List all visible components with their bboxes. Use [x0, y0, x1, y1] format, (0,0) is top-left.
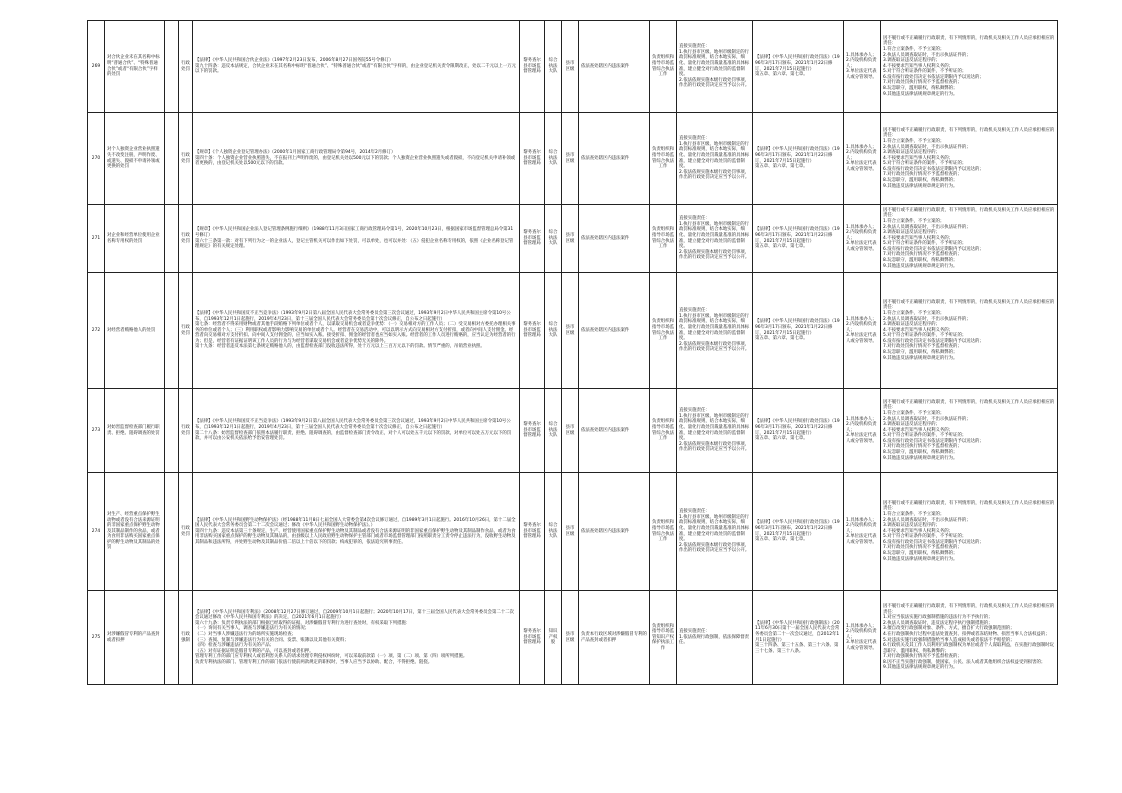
- exercise-scope: 依法查处辖区内违法案件: [579, 113, 650, 205]
- empty-cell: [165, 389, 179, 473]
- implementing-subject: 黎务查尔县市场监督管理局: [520, 113, 545, 205]
- exercise-level: 县市区级: [562, 591, 579, 685]
- power-type: 行政处罚: [179, 205, 193, 273]
- legal-basis: 【法律】《中华人民共和国专利法》（2008年12月27日修订通过，自2009年10月1日起施行；2020年10月17日，第十三届全国人民代表大会常务委员会第二十二次会议通过修改《中华人民共和国专利法》的决定，自2021年6月1日起施行） 第六十九条：负责专利执法的部门根据已经取得的证据，对涉嫌假冒专利行为进行查处时，有权采取下列措施： （一）询问有关当事人，调查与涉嫌违法行为有关的情况； （二）对当事人涉嫌违法行为的场所实施现场检查； （三）查阅、复制与涉嫌违法行为有关的合同、发票、账簿以及其他有关资料； （四）检查与涉嫌违法行为有关的产品； （五）对有证据证明是假冒专利的产品，可以查封或者扣押。 管理专利工作的部门应专利权人或者利害关系人的请求处理专利侵权纠纷时，可以采取前款第（一）项、第（二）项、第（四）项所列措施。 负责专利执法的部门、管理专利工作的部门依法行使前两款规定的职权时，当事人应当予以协助、配合，不得拒绝、阻挠。: [193, 591, 520, 685]
- item-name: 对涉嫌假冒专利的产品查封或者扣押: [105, 591, 165, 685]
- row-index: 273: [88, 389, 105, 473]
- implementing-subject: 黎务查尔县市场监督管理局: [520, 473, 545, 591]
- exercise-level: 县市区级: [562, 205, 579, 273]
- empty-cell: [165, 113, 179, 205]
- duty-basis: 【法律】《中华人民共和国行政处罚法》（1996年3月17日颁布，2021年1月22日修订，2021年7月15日起施行） 第五章、第六章、第七章。: [753, 389, 844, 473]
- table-row: [88, 273, 1058, 389]
- table-row: [88, 205, 1058, 273]
- duty-basis: 【法律】《中华人民共和国行政强制法》（2011年6月30日第十一届全国人民代表大会常务委员会第二十一次会议通过，自2012年1月1日起施行） 第三十四条、第三十五条、第三十六条、第三十七条、第三十八条。: [753, 591, 844, 685]
- exercise-level: 县市区级: [562, 273, 579, 389]
- exercise-level: 县市区级: [562, 389, 579, 473]
- row-index: 275: [88, 591, 105, 685]
- responsible-department: 综合执法大队: [545, 21, 562, 113]
- item-name: 对个人独资企业营业执照遗失不改变注册，声明作废、或遗失、毁损不申请补领或更换的处罚: [105, 113, 165, 205]
- legal-basis: 【法律】《中华人民共和国野生动物保护法》（经1988年11月8日七届全国人大常委会第4次会议修订通过，自1989年3月1日起施行。2016年10月26日，第十二届全国人民代表大会常务委员会第二十二次会议通过；修改《中华人民共和国野生动物保护法》。） 第四十九条：违反本法第三十条规定，生产、经营使用国家重点保护野生动物及其制品或者没有合法来源证明的非国家重点保护野生动物及其制品制作食品，或者为食用非法购买国家重点保护的野生动物及其制品的，由县级以上人民政府野生动物保护主管部门或者市场监督管理部门按照职责分工责令停止违法行为，没收野生动物及其制品和违法所得，并处野生动物及其制品价值二倍以上十倍以下的罚款；构成犯罪的，依法追究刑事责任。: [193, 473, 520, 591]
- implementation-duty: 直接实施责任： 1.执行县市区级、地州市级制定的行政罚标准规则，结合本地实际，细化、量化行政处罚裁量基准的具体标准，建立健全对行政处罚的监督制度。 2.依法依规实施本级行政处罚事项，作出的行政处罚决定应当予以公开。: [677, 113, 753, 205]
- power-type: 行政处罚: [179, 21, 193, 113]
- responsible-department: 综合执法大队: [545, 389, 562, 473]
- power-type: 行政处罚: [179, 273, 193, 389]
- exercise-scope: 依法查处辖区内违法案件: [579, 389, 650, 473]
- row-index: 271: [88, 205, 105, 273]
- exercise-scope: 依法查处辖区内违法案件: [579, 273, 650, 389]
- table-row: [88, 591, 1058, 685]
- item-name: 对企业和经营单位使用企业名称专用权的处罚: [105, 205, 165, 273]
- implementation-duty: 直接实施责任： 1.执行县市区级、地州市级制定的行政罚标准规则，结合本地实际，细化、量化行政处罚裁量基准的具体标准，建立健全对行政处罚的监督制度。 2.依法依规实施本级行政处罚事项，作出的行政处罚决定应当予以公开。: [677, 21, 753, 113]
- responsible-persons: 1.具体承办人； 2.内设机构负责人； 3.单位法定代表人或分管领导。: [844, 389, 881, 473]
- legal-basis: 【规章】《中华人民共和国企业法人登记管理条例施行细则》（1988年11月3日国家工商行政管理局令第1号，2020年10月23日，根据国家市场监督管理总局令第31号修订） 第六十三条第一款：对有下列行为之一的企业法人，登记主管机关可以作出如下处罚，可以单处，也可以并处：（五）侵犯企业名称专用权的，依照《企业名称登记管理规定》的有关规定处理。: [193, 205, 520, 273]
- exercise-scope: 依法查处辖区内违法案件: [579, 21, 650, 113]
- empty-cell: [165, 273, 179, 389]
- exercise-scope: 负责本行政区域对涉嫌假冒专利的产品查封或者扣押: [579, 591, 650, 685]
- responsible-persons: 1.具体承办人； 2.内设机构负责人； 3.单位法定代表人或分管领导。: [844, 205, 881, 273]
- implementing-subject: 黎务查尔县市场监督管理局: [520, 389, 545, 473]
- supervision-responsibility: 负责组织和指导市场监管综合执法工作: [650, 473, 677, 591]
- power-type: 行政处罚: [179, 389, 193, 473]
- implementation-duty: 直接实施责任： 1.执行县市区级、地州市级制定的行政罚标准规则，结合本地实际，细化、量化行政处罚裁量基准的具体标准，建立健全对行政处罚的监督制度。 2.依法依规实施本级行政处罚事项，作出的行政处罚决定应当予以公开。: [677, 273, 753, 389]
- item-name: 对妨害监督检查部门履行职责、拒绝、阻碍调查的处罚: [105, 389, 165, 473]
- empty-cell: [165, 591, 179, 685]
- implementing-subject: 黎务查尔县市场监督管理局: [520, 591, 545, 685]
- row-index: 274: [88, 473, 105, 591]
- duty-basis: 【法律】《中华人民共和国行政处罚法》（1996年3月17日颁布，2021年1月22日修订，2021年7月15日起施行） 第五章、第六章、第七章。: [753, 21, 844, 113]
- empty-cell: [165, 21, 179, 113]
- accountability-cases: 因不履行或不正确履行行政职责，有下列情形的，行政机关及相关工作人员应承担相应的责任： 1.符合立案条件，不予立案的； 2.执法人员调查取证时，不出示执法证件的； 3.调查取证违反法定程序的； 4.不按要求告知当事人权利义务的； 5.对于符合听证条件的案件，不予听证的； 6.没有按行政处罚决定书依法定期限内予以送达的； 7.对行政处罚执行情况不予监督检查的； 8.玩忽职守，滥用职权，徇私舞弊的； 9.其他违反法律法规规章规定的行为。: [881, 205, 1058, 273]
- supervision-responsibility: 负责组织和指导市场监管综合执法工作: [650, 273, 677, 389]
- implementation-duty: 直接实施责任： 1.执行县市区级、地州市级制定的行政罚标准规则，结合本地实际，细化、量化行政处罚裁量基准的具体标准，建立健全对行政处罚的监督制度。 2.依法依规实施本级行政处罚事项，作出的行政处罚决定应当予以公开。: [677, 205, 753, 273]
- legal-basis: 【规章】《个人独资企业登记管理办法》（2000年1月国家工商行政管理局令第94号，2014年2月修订） 第四十条：个人独资企业营业执照遗失，不在报刊上声明作废的，由登记机关处以500元以下的罚款；个人独资企业营业执照遗失或者毁损，不向登记机关申请补领或者更换的，由登记机关处以500元以下的罚款。: [193, 113, 520, 205]
- responsible-persons: 1.具体承办人； 2.内设机构负责人； 3.单位法定代表人或分管领导。: [844, 113, 881, 205]
- supervision-responsibility: 负责组织和指导市场监管综合执法工作: [650, 389, 677, 473]
- responsible-department: 综合执法大队: [545, 113, 562, 205]
- empty-cell: [165, 205, 179, 273]
- supervision-responsibility: 负责组织和指导市场监管综合执法工作: [650, 205, 677, 273]
- exercise-scope: 依法查处辖区内违法案件: [579, 473, 650, 591]
- exercise-level: 县市区级: [562, 473, 579, 591]
- document-sheet: [87, 20, 1057, 684]
- implementation-duty: 直接实施责任： 1.执行县市区级、地州市级制定的行政罚标准规则，结合本地实际，细化、量化行政处罚裁量基准的具体标准，建立健全对行政处罚的监督制度。 2.依法依规实施本级行政处罚事项，作出的行政处罚决定应当予以公开。: [677, 473, 753, 591]
- implementing-subject: 黎务查尔县市场监督管理局: [520, 273, 545, 389]
- responsible-persons: 1.具体承办人； 2.内设机构负责人； 3.单位法定代表人或分管领导。: [844, 273, 881, 389]
- item-name: 对经营者贿赂他人的处罚: [105, 273, 165, 389]
- power-type: 行政处罚: [179, 113, 193, 205]
- implementing-subject: 黎务查尔县市场监督管理局: [520, 21, 545, 113]
- accountability-cases: 因不履行或不正确履行行政职责，有下列情形的，行政机关及相关工作人员应承担相应的责任： 1.符合立案条件，不予立案的； 2.执法人员调查取证时，不出示执法证件的； 3.调查取证违反法定程序的； 4.不按要求告知当事人权利义务的； 5.对于符合听证条件的案件，不予听证的； 6.没有按行政处罚决定书依法定期限内予以送达的； 7.对行政处罚执行情况不予监督检查的； 8.玩忽职守，滥用职权，徇私舞弊的； 9.其他违反法律法规规章规定的行为。: [881, 389, 1058, 473]
- responsible-department: 综合执法大队: [545, 273, 562, 389]
- item-name: 对合伙企业未在其名称中标明“普通合伙”、“特殊普通合伙”或者“有限合伙”字样的处罚: [105, 21, 165, 113]
- table-row: [88, 21, 1058, 113]
- accountability-cases: 因不履行或不正确履行行政职责，有下列情形的，行政机关及相关工作人员应承担相应的责任： 1.对应当依法实施行政强制措施的违法行为不予执行的； 2.执法人员调查取证时，违反法定程序执行强制措施的； 3.擅自改变行政强制对象、条件、方式，擅自扩大行政强制范围的； 4.在行政强制执行过程中违法处置查封、扣押或者冻结财物、损害当事人合法权益的； 5.对违法实施行政强制措施给当事人造成损失或者依法不予赔偿的； 6.行政机关及其工作人员利用行政强制权为单位或者个人谋取利益，在实施行政强制时玩忽职守、滥用职权、徇私舞弊的； 7.对行政强制执行情况不予监督检查的； 8.因不正当实施行政强制，使国家、公民、法人或者其他组织合法权益受到损害的； 9.其他违反法律法规规章规定的行为。: [881, 591, 1058, 685]
- implementation-duty: 直接实施责任： 1.依法依规行政强制，依法保障督责任。: [677, 591, 753, 685]
- accountability-cases: 因不履行或不正确履行行政职责，有下列情形的，行政机关及相关工作人员应承担相应的责任： 1.符合立案条件，不予立案的； 2.执法人员调查取证时，不出示执法证件的； 3.调查取证违反法定程序的； 4.不按要求告知当事人权利义务的； 5.对于符合听证条件的案件，不予听证的； 6.没有按行政处罚决定书依法定期限内予以送达的； 7.对行政处罚执行情况不予监督检查的； 8.玩忽职守，滥用职权，徇私舞弊的； 9.其他违反法律法规规章规定的行为。: [881, 113, 1058, 205]
- duty-basis: 【法律】《中华人民共和国行政处罚法》（1996年3月17日颁布，2021年1月22日修订，2021年7月15日起施行） 第五章、第六章、第七章。: [753, 473, 844, 591]
- supervision-responsibility: 负责组织和指导市场监管综合执法工作: [650, 113, 677, 205]
- implementing-subject: 黎务查尔县市场监督管理局: [520, 205, 545, 273]
- exercise-scope: 依法查处辖区内违法案件: [579, 205, 650, 273]
- accountability-cases: 因不履行或不正确履行行政职责，有下列情形的，行政机关及相关工作人员应承担相应的责任： 1.符合立案条件，不予立案的； 2.执法人员调查取证时，不出示执法证件的； 3.调查取证违反法定程序的； 4.不按要求告知当事人权利义务的； 5.对于符合听证条件的案件，不予听证的； 6.没有按行政处罚决定书依法定期限内予以送达的； 7.对行政处罚执行情况不予监督检查的； 8.玩忽职守，滥用职权，徇私舞弊的； 9.其他违反法律法规规章规定的行为。: [881, 273, 1058, 389]
- row-index: 272: [88, 273, 105, 389]
- responsible-persons: 1.具体承办人； 2.内设机构负责人； 3.单位法定代表人或分管领导。: [844, 591, 881, 685]
- responsible-department: 综合执法大队: [545, 473, 562, 591]
- table-row: [88, 473, 1058, 591]
- duty-basis: 【法律】《中华人民共和国行政处罚法》（1996年3月17日颁布，2021年1月22日修订，2021年7月15日起施行） 第五章、第六章、第七章。: [753, 273, 844, 389]
- legal-basis: 【法律】《中华人民共和国反不正当竞争法》（1993年9月2日第八届全国人民代表大会常务委员会第三次会议通过，1993年9月2日中华人民共和国主席令第10号公布，自1993年12月1日起施行，2019年4月23日，第十三届全国人民代表大会常务委员会第十次会议修正，自公布之日起施行） 第七条：经营者不得采用财物或者其他手段贿赂下列单位或者个人，以谋取交易机会或者竞争优势：（一）交易相对方的工作人员；（二）受交易相对方委托办理相关事务的单位或者个人；（三）利用职权或者影响力影响交易的单位或者个人。经营者在交易活动中，可以以明示方式向交易相对方支付折扣，或者向中间人支付佣金。经营者向交易相对方支付折扣、向中间人支付佣金的，应当如实入账。接受折扣、佣金的经营者也应当如实入账。经营者的工作人员进行贿赂的，应当认定为经营者的行为；但是，经营者有证据证明该工作人员的行为与为经营者谋取交易机会或者竞争优势无关的除外。 第十九条：经营者违反本法第七条规定贿赂他人的，由监督检查部门没收违法所得，处十万元以上三百万元以下的罚款。情节严重的，吊销营业执照。: [193, 273, 520, 389]
- table-row: [88, 389, 1058, 473]
- supervision-responsibility: 负责组织和指导市场监管综合执法工作: [650, 21, 677, 113]
- exercise-level: 县市区级: [562, 113, 579, 205]
- item-name: 对生产、经营重点保护野生动物或者没有合法来源证明的非国家重点保护野生动物及其制品制作的食品，或者为食用非法购买国家重点保护的野生动物及其制品的处罚: [105, 473, 165, 591]
- legal-basis: 【法律】《中华人民共和国合伙企业法》（1997年2月23日发布，2006年8月27日国务院55号令修订） 第九十四条：违反本法规定，合伙企业未在其名称中标明“普通合伙”、“特殊普通合伙”或者“有限合伙”字样的，由企业登记机关责令限期改正，处以二千元以上一万元以下的罚款。: [193, 21, 520, 113]
- supervision-responsibility: 负责组织和指导市场监管知识产权保护执法工作: [650, 591, 677, 685]
- table-row: [88, 113, 1058, 205]
- row-index: 269: [88, 21, 105, 113]
- duty-basis: 【法律】《中华人民共和国行政处罚法》（1996年3月17日颁布，2021年1月22日修订，2021年7月15日起施行） 第五章、第六章、第七章。: [753, 113, 844, 205]
- responsible-persons: 1.具体承办人； 2.内设机构负责人； 3.单位法定代表人或分管领导。: [844, 21, 881, 113]
- responsible-persons: 1.具体承办人； 2.内设机构负责人； 3.单位法定代表人或分管领导。: [844, 473, 881, 591]
- power-type: 行政处罚: [179, 473, 193, 591]
- exercise-level: 县市区级: [562, 21, 579, 113]
- legal-basis: 【法律】《中华人民共和国反不正当竞争法》（1993年9月2日第八届全国人民代表大会常务委员会第三次会议通过，1993年9月2日中华人民共和国主席令第10号公布，自1993年12月1日起施行，2019年4月23日，第十三届全国人民代表大会常务委员会第十次会议修正，自公布之日起施行） 第二十八条：妨害监督检查部门依照本法履行职责，拒绝、阻碍调查的，由监督检查部门责令改正，对个人可以处五千元以下的罚款，对单位可以处五万元以下的罚款，并可以由公安机关依法给予治安管理处罚。: [193, 389, 520, 473]
- responsible-department: 综合执法大队: [545, 205, 562, 273]
- empty-cell: [165, 473, 179, 591]
- row-index: 270: [88, 113, 105, 205]
- accountability-cases: 因不履行或不正确履行行政职责，有下列情形的，行政机关及相关工作人员应承担相应的责任： 1.符合立案条件，不予立案的； 2.执法人员调查取证时，不出示执法证件的； 3.调查取证违反法定程序的； 4.不按要求告知当事人权利义务的； 5.对于符合听证条件的案件，不予听证的； 6.没有按行政处罚决定书依法定期限内予以送达的； 7.对行政处罚执行情况不予监督检查的； 8.玩忽职守，滥用职权，徇私舞弊的； 9.其他违反法律法规规章规定的行为。: [881, 473, 1058, 591]
- duty-basis: 【法律】《中华人民共和国行政处罚法》（1996年3月17日颁布，2021年1月22日修订，2021年7月15日起施行） 第五章、第六章、第七章。: [753, 205, 844, 273]
- power-type: 行政强制: [179, 591, 193, 685]
- implementation-duty: 直接实施责任： 1.执行县市区级、地州市级制定的行政罚标准规则，结合本地实际，细化、量化行政处罚裁量基准的具体标准，建立健全对行政处罚的监督制度。 2.依法依规实施本级行政处罚事项，作出的行政处罚决定应当予以公开。: [677, 389, 753, 473]
- accountability-cases: 因不履行或不正确履行行政职责，有下列情形的，行政机关及相关工作人员应承担相应的责任： 1.符合立案条件，不予立案的； 2.执法人员调查取证时，不出示执法证件的； 3.调查取证违反法定程序的； 4.不按要求告知当事人权利义务的； 5.对于符合听证条件的案件，不予听证的； 6.没有按行政处罚决定书依法定期限内予以送达的； 7.对行政处罚执行情况不予监督检查的； 8.玩忽职守，滥用职权，徇私舞弊的； 9.其他违反法律法规规章规定的行为。: [881, 21, 1058, 113]
- responsible-department: 知识产权股: [545, 591, 562, 685]
- duty-table: [87, 20, 1058, 685]
